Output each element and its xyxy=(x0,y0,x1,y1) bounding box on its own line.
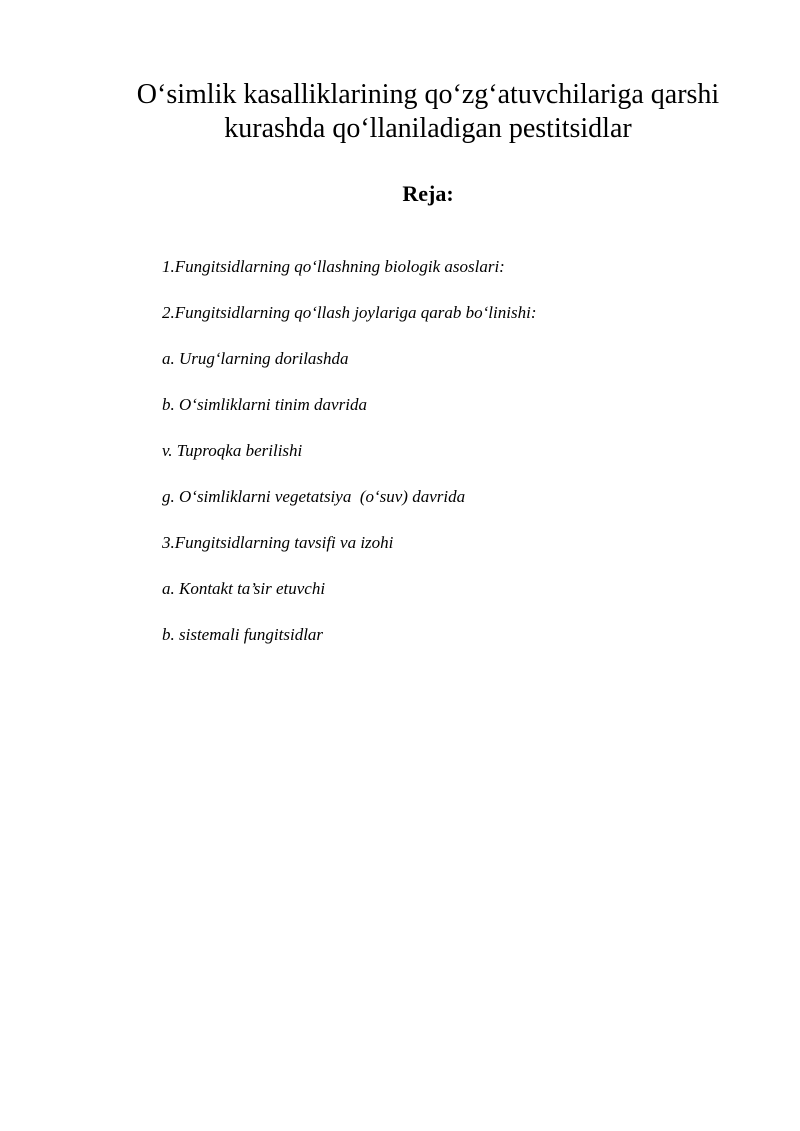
plan-outline xyxy=(162,256,536,670)
outline-item: b. O‘simliklarni tinim davrida xyxy=(162,395,367,414)
outline-item: 1.Fungitsidlarning qo‘llashning biologik asoslari: xyxy=(162,257,505,276)
plan-heading: Reja: xyxy=(402,181,454,206)
outline-item: g. O‘simliklarni vegetatsiya (o‘suv) davrida xyxy=(162,487,466,506)
outline-item: v. Tuproqka berilishi xyxy=(162,441,303,460)
outline-item: 2.Fungitsidlarning qo‘llash joylariga qarab bo‘linishi: xyxy=(162,303,537,322)
outline-item: a. Urug‘larning dorilashda xyxy=(162,349,349,368)
title-line-1: O‘simlik kasalliklarining qo‘zg‘atuvchilariga qarshi xyxy=(136,79,720,110)
title-line-2: kurashda qo‘llaniladigan pestitsidlar xyxy=(224,113,632,144)
outline-item: 3.Fungitsidlarning tavsifi va izohi xyxy=(162,533,394,552)
outline-item: a. Kontakt ta’sir etuvchi xyxy=(162,579,326,598)
outline-item: b. sistemali fungitsidlar xyxy=(162,625,324,644)
document-title xyxy=(100,78,756,146)
